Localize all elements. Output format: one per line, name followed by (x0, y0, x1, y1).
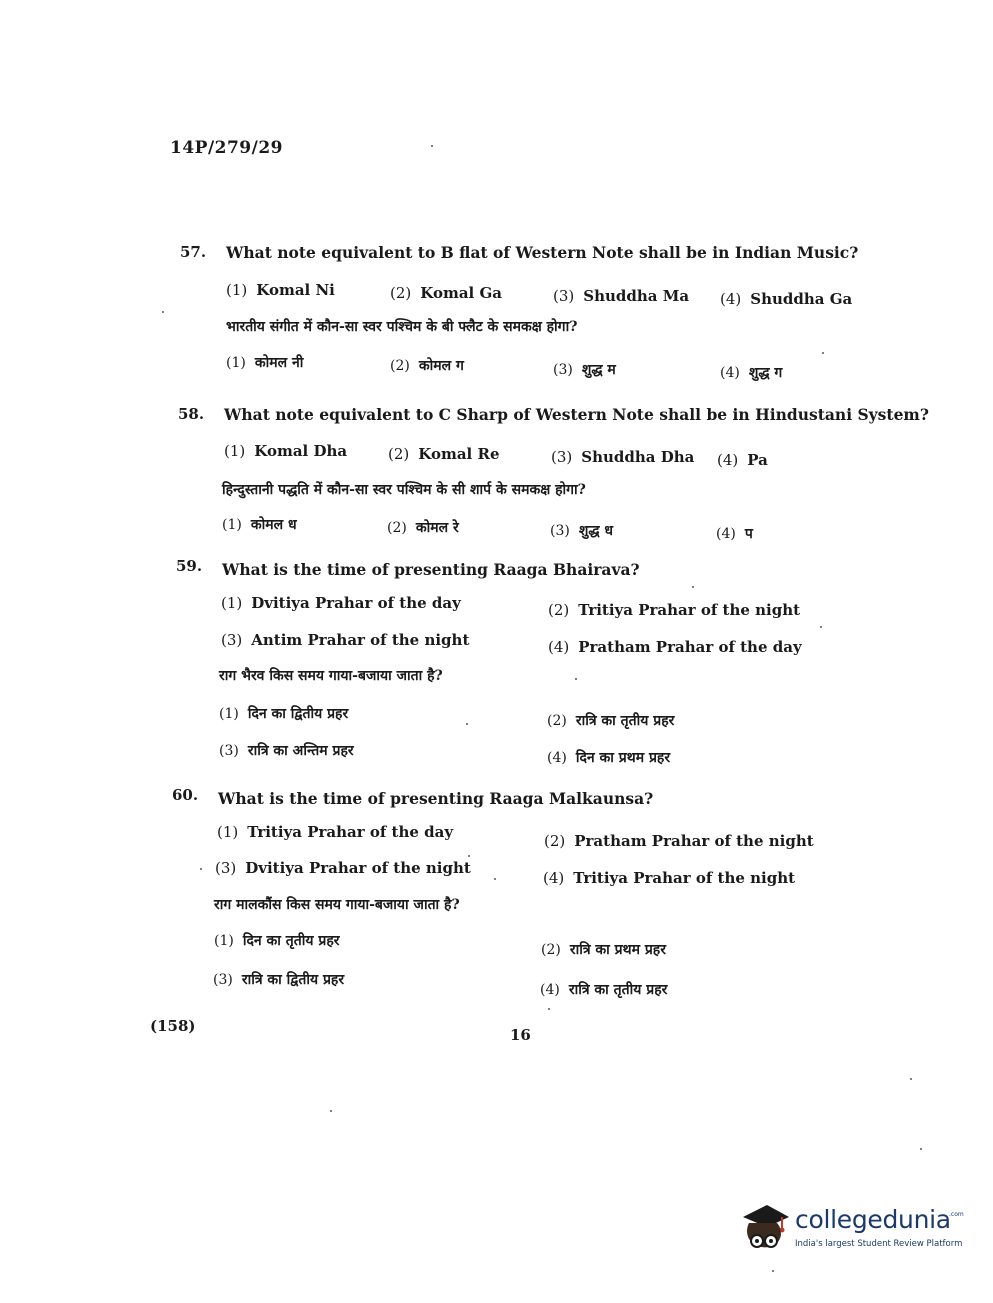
scan-speck (494, 878, 496, 880)
scan-speck (822, 352, 824, 354)
collegedunia-brand (737, 1197, 962, 1257)
option-1-hi: (1) कोमल नी (226, 355, 304, 371)
option-3-en: (3) Shuddha Dha (551, 448, 695, 466)
option-4-hi: (4) शुद्ध ग (720, 365, 783, 381)
option-3-en: (3) Shuddha Ma (553, 287, 690, 305)
question-text-en: What is the time of presenting Raaga Bhairava? (222, 560, 640, 579)
paper-code: 14P/279/29 (170, 138, 284, 158)
scan-speck (162, 311, 164, 313)
question-number: 60. (172, 786, 199, 804)
brand-domain: .com (949, 1211, 964, 1218)
option-4-en: (4) Tritiya Prahar of the night (543, 869, 796, 887)
question-text-en: What note equivalent to C Sharp of Western Note shall be in Hindustani System? (224, 405, 929, 424)
option-1-hi: (1) दिन का तृतीय प्रहर (214, 933, 340, 949)
option-1-en: (1) Komal Ni (226, 281, 335, 299)
scan-speck (920, 1148, 922, 1150)
scan-speck (330, 1110, 332, 1112)
option-2-hi: (2) कोमल ग (390, 358, 464, 374)
option-2-en: (2) Komal Re (388, 445, 500, 463)
scan-speck (692, 586, 694, 588)
scan-speck (820, 626, 822, 628)
option-3-hi: (3) शुद्ध म (553, 362, 616, 378)
option-4-hi: (4) दिन का प्रथम प्रहर (547, 750, 671, 766)
scan-speck (468, 855, 470, 857)
option-4-en: (4) Pa (717, 451, 768, 469)
option-3-hi: (3) रात्रि का अन्तिम प्रहर (219, 743, 354, 759)
option-1-hi: (1) दिन का द्वितीय प्रहर (219, 706, 349, 722)
booklet-code: (158) (150, 1017, 196, 1035)
question-number: 58. (178, 405, 205, 423)
option-2-en: (2) Tritiya Prahar of the night (548, 601, 801, 619)
option-2-en: (2) Komal Ga (390, 284, 503, 302)
option-1-en: (1) Dvitiya Prahar of the day (221, 594, 461, 612)
option-2-hi: (2) रात्रि का प्रथम प्रहर (541, 942, 666, 958)
scan-speck (200, 868, 202, 870)
option-2-en: (2) Pratham Prahar of the night (544, 832, 814, 850)
scan-speck (431, 145, 433, 147)
scan-speck (772, 1270, 774, 1272)
brand-tagline: India's largest Student Review Platform (795, 1239, 963, 1249)
option-3-hi: (3) शुद्ध ध (550, 523, 614, 539)
scan-speck (466, 723, 468, 725)
graduate-mascot-icon (737, 1197, 795, 1257)
option-2-hi: (2) रात्रि का तृतीय प्रहर (547, 713, 675, 729)
option-3-hi: (3) रात्रि का द्वितीय प्रहर (213, 972, 345, 988)
question-text-hi: हिन्दुस्तानी पद्धति में कौन-सा स्वर पश्चिम के सी शार्प के समकक्ष होगा? (222, 482, 586, 498)
scan-speck (910, 1078, 912, 1080)
question-number: 59. (176, 557, 203, 575)
question-text-hi: भारतीय संगीत में कौन-सा स्वर पश्चिम के बी फ्लैट के समकक्ष होगा? (226, 319, 578, 335)
option-4-hi: (4) रात्रि का तृतीय प्रहर (540, 982, 668, 998)
option-1-en: (1) Tritiya Prahar of the day (217, 823, 454, 841)
question-text-hi: राग भैरव किस समय गाया-बजाया जाता है? (219, 668, 443, 684)
scan-speck (548, 1008, 550, 1010)
option-4-en: (4) Pratham Prahar of the day (548, 638, 802, 656)
scan-speck (575, 678, 577, 680)
question-text-hi: राग मालकौंस किस समय गाया-बजाया जाता है? (214, 897, 460, 913)
option-1-en: (1) Komal Dha (224, 442, 348, 460)
option-2-hi: (2) कोमल रे (387, 520, 459, 536)
brand-name: collegedunia (795, 1205, 951, 1234)
option-3-en: (3) Antim Prahar of the night (221, 631, 470, 649)
option-4-hi: (4) प (716, 526, 753, 542)
question-text-en: What is the time of presenting Raaga Malkaunsa? (218, 789, 654, 808)
option-3-en: (3) Dvitiya Prahar of the night (215, 859, 471, 877)
question-text-en: What note equivalent to B flat of Western Note shall be in Indian Music? (226, 243, 859, 262)
option-4-en: (4) Shuddha Ga (720, 290, 853, 308)
option-1-hi: (1) कोमल ध (222, 517, 297, 533)
page-number: 16 (510, 1026, 531, 1044)
question-number: 57. (180, 243, 207, 261)
